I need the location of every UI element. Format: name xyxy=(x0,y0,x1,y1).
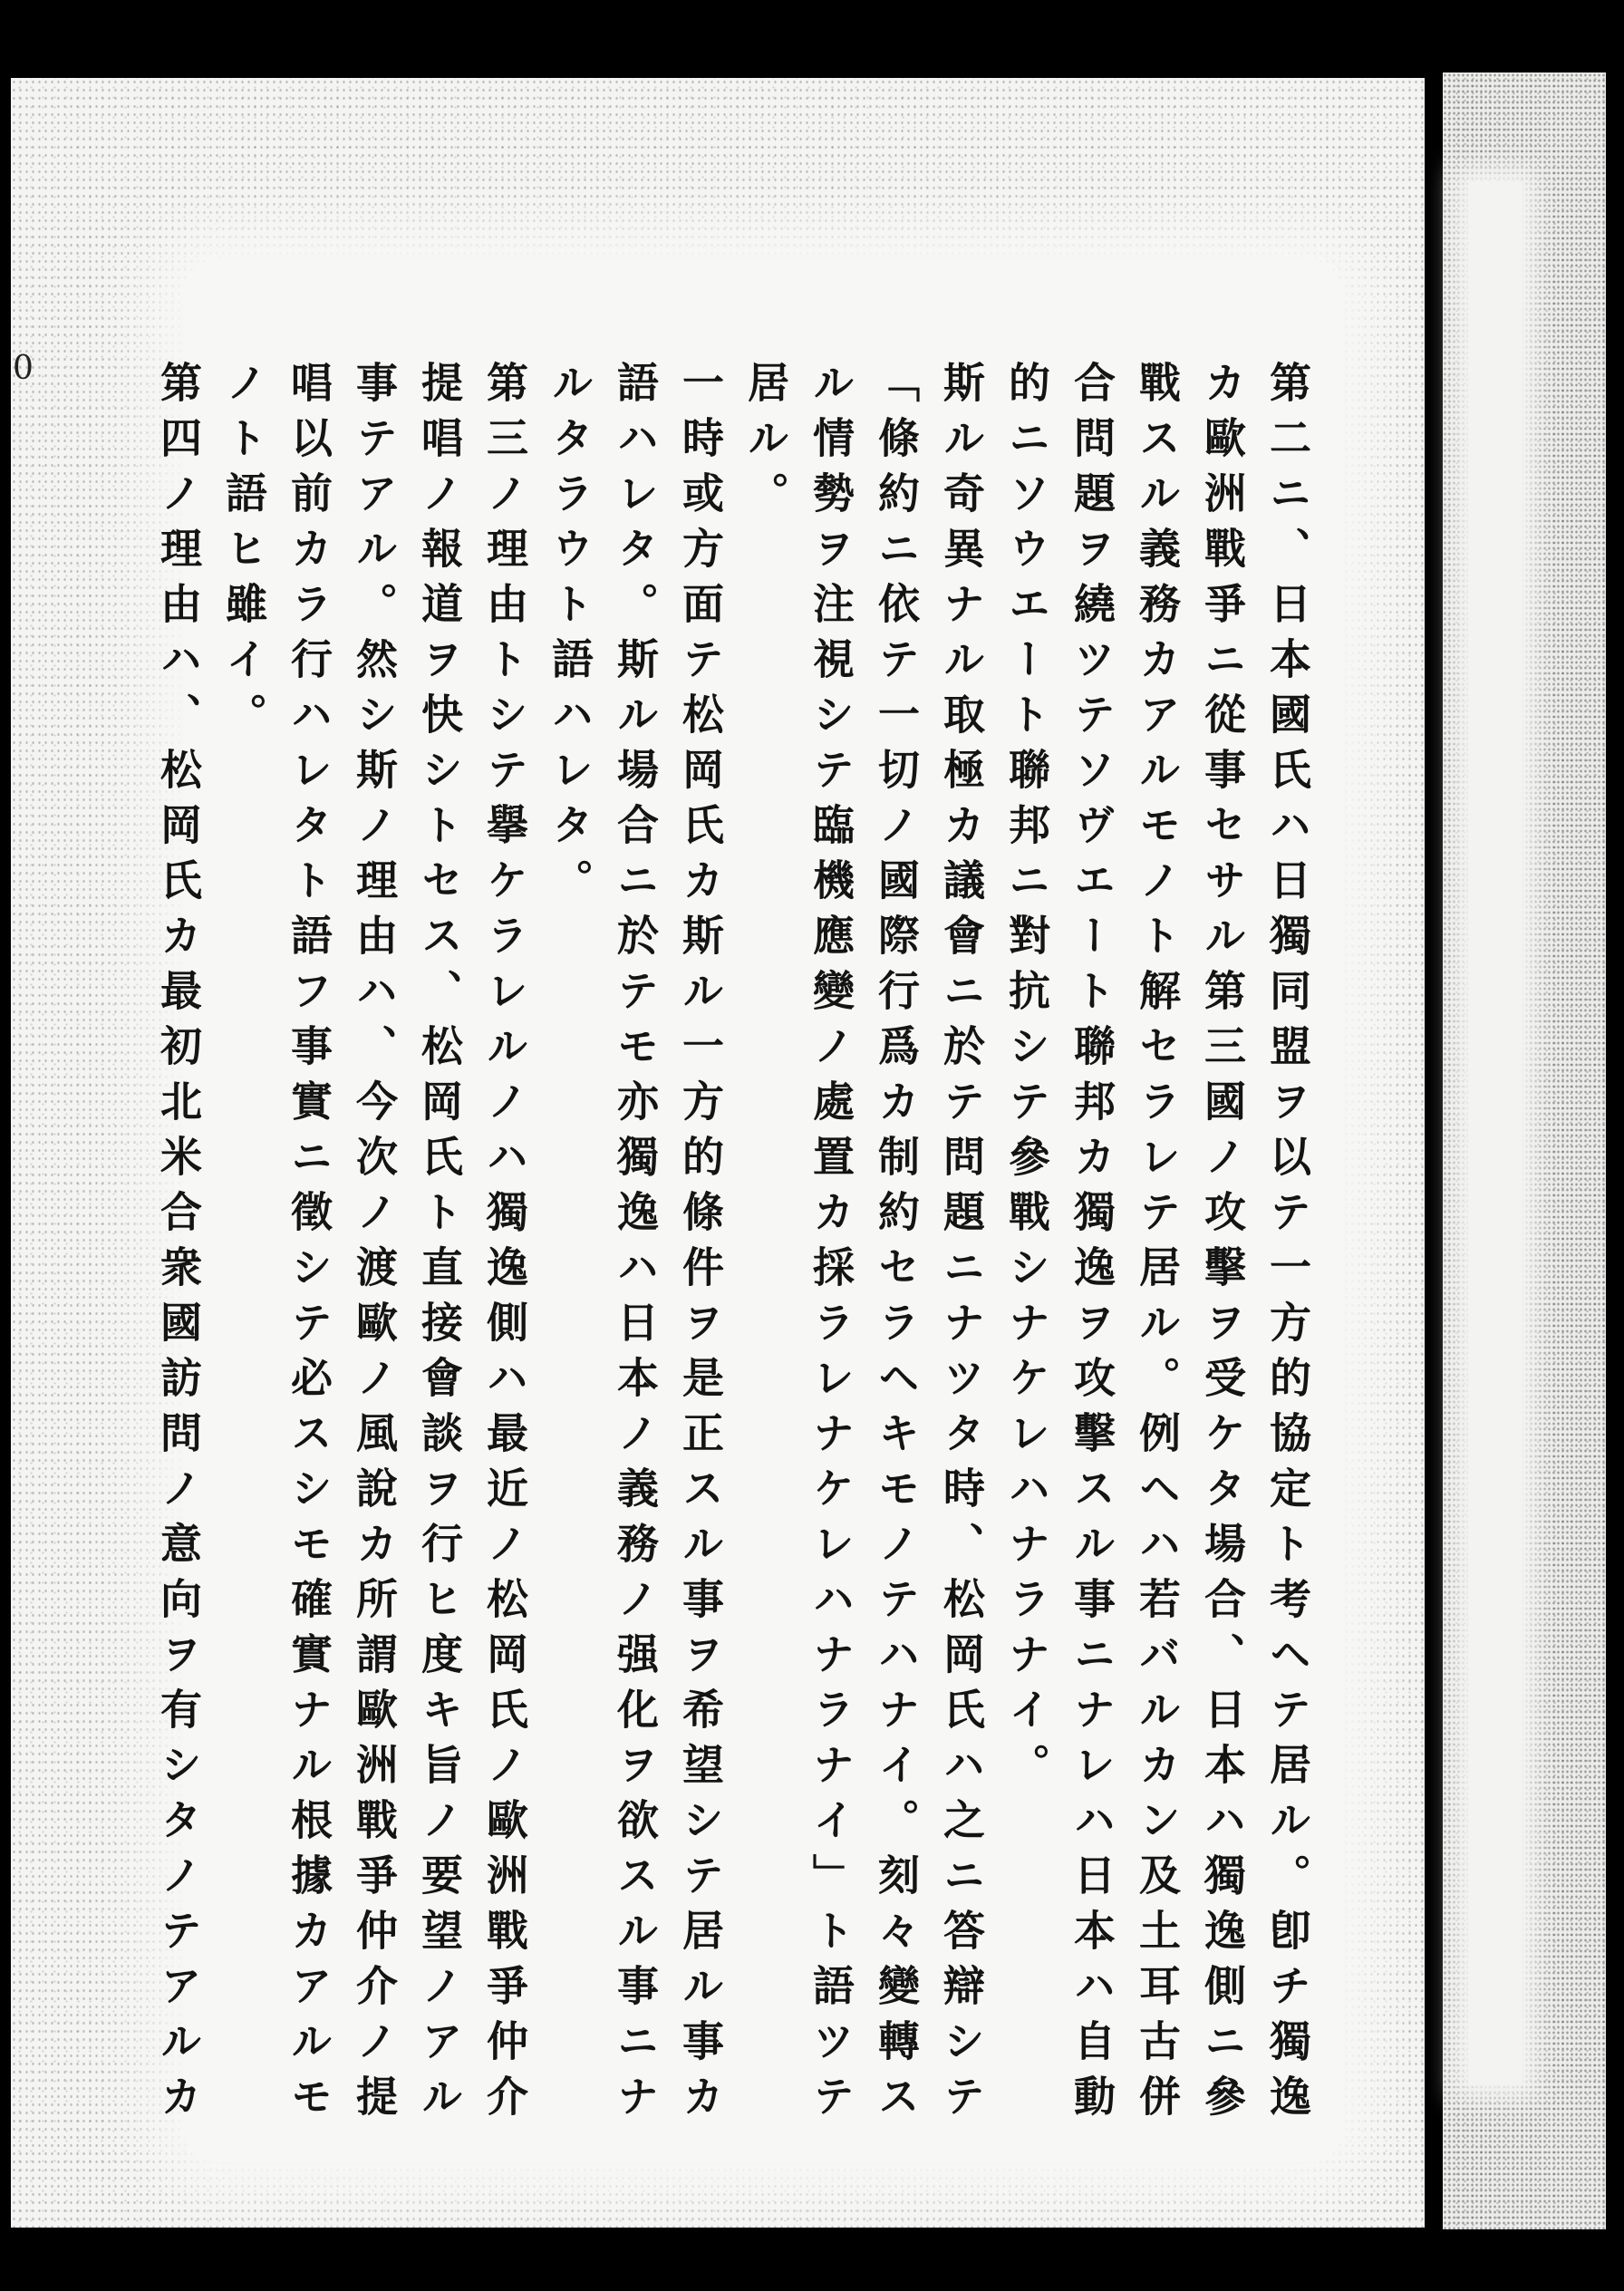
text-column-14: 提唱ノ報道ヲ快シトセス、松岡氏ト直接會談ヲ行ヒ度キ旨ノ要望ノアル xyxy=(415,361,464,2130)
adjacent-page-clear xyxy=(1468,181,1522,2084)
gutter-mark: 0 xyxy=(13,350,34,387)
text-column-2: カ歐洲戰爭ニ從事セサル第三國ノ攻擊ヲ受ケタ場合、日本ハ獨逸側ニ參 xyxy=(1198,361,1247,2130)
text-column-7: 「條約ニ依テ一切ノ國際行爲カ制約セラヘキモノテハナイ。刻々變轉ス xyxy=(872,361,921,2130)
text-column-13: 第三ノ理由トシテ擧ケラレルノハ獨逸側ハ最近ノ松岡氏ノ歐洲戰爭仲介 xyxy=(480,361,529,2130)
text-column-5: 的ニソウエート聯邦ニ對抗シテ參戰シナケレハナラナイ。 xyxy=(1002,361,1051,1798)
document-page xyxy=(11,78,1425,2228)
text-columns xyxy=(102,361,1316,2228)
text-column-17: ノト語ヒ雖イ。 xyxy=(219,361,268,748)
text-column-6: 斯ル奇異ナル取極カ議會ニ於テ問題ニナツタ時、松岡氏ハ之ニ答辯シテ xyxy=(937,361,986,2130)
adjacent-page-edge xyxy=(1443,72,1606,2229)
text-column-10: 一時或方面テ松岡氏カ斯ル一方的條件ヲ是正スル事ヲ希望シテ居ル事カ xyxy=(676,361,725,2130)
text-column-3: 戰スル義務カアルモノト解セラレテ居ル。例ヘハ若バルカン及土耳古併 xyxy=(1133,361,1182,2130)
text-column-11: 語ハレタ。斯ル場合ニ於テモ亦獨逸ハ日本ノ義務ノ强化ヲ欲スル事ニナ xyxy=(611,361,660,2130)
text-column-16: 唱以前カラ行ハレタト語フ事實ニ徵シテ必スシモ確實ナル根據カアルモ xyxy=(285,361,334,2130)
text-column-12: ルタラウト語ハレタ。 xyxy=(546,361,594,914)
text-column-9: 居ル。 xyxy=(741,361,790,527)
text-column-15: 事テアル。然シ斯ノ理由ハ、今次ノ渡歐ノ風說カ所謂歐洲戰爭仲介ノ提 xyxy=(350,361,399,2130)
text-column-4: 合問題ヲ繞ツテソヴエート聯邦カ獨逸ヲ攻擊スル事ニナレハ日本ハ自動 xyxy=(1068,361,1116,2130)
text-column-1: 第二ニ、日本國氏ハ日獨同盟ヲ以テ一方的協定ト考ヘテ居ル。卽チ獨逸 xyxy=(1263,361,1312,2130)
text-column-8: ル情勢ヲ注視シテ臨機應變ノ處置カ採ラレナケレハナラナイ」ト語ツテ xyxy=(807,361,856,2130)
text-column-18: 第四ノ理由ハ、松岡氏カ最初北米合衆國訪問ノ意向ヲ有シタノテアルカ xyxy=(154,361,203,2130)
